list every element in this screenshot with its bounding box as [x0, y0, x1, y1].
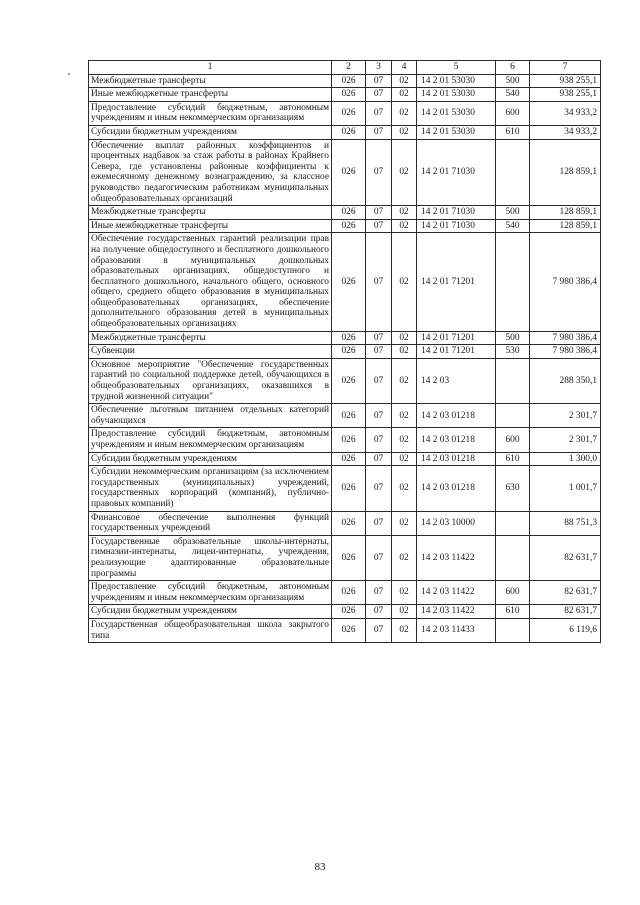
subsection-code-cell: 02 — [392, 233, 417, 331]
item-name-cell: Иные межбюджетные трансферты — [89, 88, 332, 102]
section-code-cell: 07 — [366, 125, 392, 139]
amount-cell: 128 859,1 — [530, 206, 601, 220]
ministry-code-cell: 026 — [332, 88, 366, 102]
target-article-cell: 14 2 03 11433 — [417, 618, 496, 642]
target-article-cell: 14 2 01 71030 — [417, 139, 496, 206]
target-article-cell: 14 2 01 71030 — [417, 206, 496, 220]
subsection-code-cell: 02 — [392, 452, 417, 466]
header-cell: 4 — [392, 61, 417, 75]
table-row — [89, 535, 601, 580]
table-row — [89, 404, 601, 428]
subsection-code-cell: 02 — [392, 331, 417, 345]
target-article-cell: 14 2 01 71201 — [417, 331, 496, 345]
section-code-cell: 07 — [366, 535, 392, 580]
table-row — [89, 331, 601, 345]
target-article-cell: 14 2 03 10000 — [417, 511, 496, 535]
expense-type-cell: 540 — [496, 219, 530, 233]
table-row — [89, 618, 601, 642]
target-article-cell: 14 2 01 71201 — [417, 345, 496, 359]
table-row — [89, 139, 601, 206]
subsection-code-cell: 02 — [392, 535, 417, 580]
expense-type-cell: 500 — [496, 206, 530, 220]
ministry-code-cell: 026 — [332, 466, 366, 511]
section-code-cell: 07 — [366, 88, 392, 102]
expense-type-cell — [496, 404, 530, 428]
ministry-code-cell: 026 — [332, 605, 366, 619]
subsection-code-cell: 02 — [392, 74, 417, 88]
expense-type-cell — [496, 233, 530, 331]
section-code-cell: 07 — [366, 331, 392, 345]
expense-type-cell: 610 — [496, 125, 530, 139]
item-name-cell: Межбюджетные трансферты — [89, 331, 332, 345]
amount-cell: 2 301,7 — [530, 428, 601, 452]
amount-cell: 7 980 386,4 — [530, 331, 601, 345]
target-article-cell: 14 2 03 11422 — [417, 605, 496, 619]
amount-cell: 1 300,0 — [530, 452, 601, 466]
amount-cell: 7 980 386,4 — [530, 233, 601, 331]
table-row — [89, 466, 601, 511]
target-article-cell: 14 2 03 01218 — [417, 466, 496, 511]
amount-cell: 82 631,7 — [530, 581, 601, 605]
expense-type-cell: 630 — [496, 466, 530, 511]
amount-cell: 2 301,7 — [530, 404, 601, 428]
subsection-code-cell: 02 — [392, 511, 417, 535]
amount-cell: 34 933,2 — [530, 125, 601, 139]
table-row — [89, 358, 601, 403]
subsection-code-cell: 02 — [392, 428, 417, 452]
table-row — [89, 345, 601, 359]
ministry-code-cell: 026 — [332, 125, 366, 139]
item-name-cell: Обеспечение выплат районных коэффициентов и процентных надбавок за стаж работы в районах Крайнего Севера, где установлены районные коэффициенты к ежемесячному денежному вознаграждению, за классное руководство педагогическим работникам муниципальных общеобразовательных организаций — [89, 139, 332, 206]
item-name-cell: Обеспечение льготным питанием отдельных категорий обучающихся — [89, 404, 332, 428]
section-code-cell: 07 — [366, 605, 392, 619]
expense-type-cell — [496, 535, 530, 580]
amount-cell: 128 859,1 — [530, 219, 601, 233]
item-name-cell: Межбюджетные трансферты — [89, 206, 332, 220]
amount-cell: 6 119,6 — [530, 618, 601, 642]
table-row — [89, 581, 601, 605]
subsection-code-cell: 02 — [392, 581, 417, 605]
section-code-cell: 07 — [366, 219, 392, 233]
ministry-code-cell: 026 — [332, 404, 366, 428]
section-code-cell: 07 — [366, 618, 392, 642]
header-cell: 1 — [89, 61, 332, 75]
subsection-code-cell: 02 — [392, 206, 417, 220]
amount-cell: 288 350,1 — [530, 358, 601, 403]
header-cell: 2 — [332, 61, 366, 75]
target-article-cell: 14 2 03 01218 — [417, 452, 496, 466]
amount-cell: 128 859,1 — [530, 139, 601, 206]
table-row — [89, 206, 601, 220]
item-name-cell: Межбюджетные трансферты — [89, 74, 332, 88]
target-article-cell: 14 2 03 01218 — [417, 404, 496, 428]
table-row — [89, 101, 601, 125]
target-article-cell: 14 2 03 — [417, 358, 496, 403]
expense-type-cell: 500 — [496, 74, 530, 88]
ministry-code-cell: 026 — [332, 345, 366, 359]
amount-cell: 82 631,7 — [530, 535, 601, 580]
subsection-code-cell: 02 — [392, 125, 417, 139]
ministry-code-cell: 026 — [332, 428, 366, 452]
section-code-cell: 07 — [366, 581, 392, 605]
amount-cell: 7 980 386,4 — [530, 345, 601, 359]
ministry-code-cell: 026 — [332, 101, 366, 125]
item-name-cell: Предоставление субсидий бюджетным, автономным учреждениям и иным некоммерческим организациям — [89, 428, 332, 452]
item-name-cell: Государственные образовательные школы-интернаты, гимназии-интернаты, лицеи-интернаты, учреждения, реализующие адаптированные образовательные программы — [89, 535, 332, 580]
subsection-code-cell: 02 — [392, 88, 417, 102]
table-row — [89, 219, 601, 233]
section-code-cell: 07 — [366, 358, 392, 403]
target-article-cell: 14 2 03 11422 — [417, 581, 496, 605]
item-name-cell: Предоставление субсидий бюджетным, автономным учреждениям и иным некоммерческим организациям — [89, 581, 332, 605]
table-row — [89, 605, 601, 619]
table-row — [89, 74, 601, 88]
expense-type-cell — [496, 358, 530, 403]
section-code-cell: 07 — [366, 345, 392, 359]
item-name-cell: Субсидии некоммерческим организациям (за исключением государственных (муниципальных) учреждений, государственных корпораций (компаний), публично-правовых компаний) — [89, 466, 332, 511]
target-article-cell: 14 2 01 71030 — [417, 219, 496, 233]
ministry-code-cell: 026 — [332, 206, 366, 220]
item-name-cell: Предоставление субсидий бюджетным, автономным учреждениям и иным некоммерческим организациям — [89, 101, 332, 125]
item-name-cell: Обеспечение государственных гарантий реализации прав на получение общедоступного и бесплатного дошкольного образования в муниципальных дошкольных образовательных организациях, общедоступного и бесплатного дошкольного, начального общего, основного общего, среднего общего образования в муниципальных общеобразовательных организациях, обеспечение дополнительного образования детей в муниципальных общеобразовательных организациях — [89, 233, 332, 331]
expense-type-cell — [496, 511, 530, 535]
section-code-cell: 07 — [366, 101, 392, 125]
item-name-cell: Иные межбюджетные трансферты — [89, 219, 332, 233]
target-article-cell: 14 2 03 11422 — [417, 535, 496, 580]
target-article-cell: 14 2 01 53030 — [417, 125, 496, 139]
ministry-code-cell: 026 — [332, 618, 366, 642]
expense-type-cell: 600 — [496, 428, 530, 452]
expense-type-cell: 500 — [496, 331, 530, 345]
section-code-cell: 07 — [366, 233, 392, 331]
subsection-code-cell: 02 — [392, 345, 417, 359]
ministry-code-cell: 026 — [332, 452, 366, 466]
header-cell: 6 — [496, 61, 530, 75]
item-name-cell: Субсидии бюджетным учреждениям — [89, 452, 332, 466]
item-name-cell: Субсидии бюджетным учреждениям — [89, 125, 332, 139]
target-article-cell: 14 2 01 71201 — [417, 233, 496, 331]
section-code-cell: 07 — [366, 428, 392, 452]
subsection-code-cell: 02 — [392, 219, 417, 233]
item-name-cell: Субсидии бюджетным учреждениям — [89, 605, 332, 619]
section-code-cell: 07 — [366, 466, 392, 511]
expense-type-cell: 530 — [496, 345, 530, 359]
item-name-cell: Основное мероприятие "Обеспечение государственных гарантий по социальной поддержке детей, обучающихся в общеобразовательных организациях, оказавшихся в трудной жизненной ситуации" — [89, 358, 332, 403]
item-name-cell: Субвенции — [89, 345, 332, 359]
amount-cell: 938 255,1 — [530, 88, 601, 102]
ministry-code-cell: 026 — [332, 535, 366, 580]
target-article-cell: 14 2 01 53030 — [417, 101, 496, 125]
amount-cell: 938 255,1 — [530, 74, 601, 88]
amount-cell: 88 751,3 — [530, 511, 601, 535]
ministry-code-cell: 026 — [332, 139, 366, 206]
budget-table — [88, 60, 601, 643]
section-code-cell: 07 — [366, 404, 392, 428]
amount-cell: 34 933,2 — [530, 101, 601, 125]
ministry-code-cell: 026 — [332, 331, 366, 345]
item-name-cell: Финансовое обеспечение выполнения функций государственных учреждений — [89, 511, 332, 535]
section-code-cell: 07 — [366, 511, 392, 535]
subsection-code-cell: 02 — [392, 358, 417, 403]
table-row — [89, 233, 601, 331]
page-number: 83 — [314, 861, 326, 873]
subsection-code-cell: 02 — [392, 139, 417, 206]
expense-type-cell — [496, 618, 530, 642]
ministry-code-cell: 026 — [332, 511, 366, 535]
header-cell: 7 — [530, 61, 601, 75]
scan-speck — [68, 73, 70, 75]
expense-type-cell: 600 — [496, 581, 530, 605]
table-row — [89, 428, 601, 452]
subsection-code-cell: 02 — [392, 466, 417, 511]
subsection-code-cell: 02 — [392, 101, 417, 125]
ministry-code-cell: 026 — [332, 233, 366, 331]
expense-type-cell — [496, 139, 530, 206]
item-name-cell: Государственная общеобразовательная школа закрытого типа — [89, 618, 332, 642]
ministry-code-cell: 026 — [332, 581, 366, 605]
header-cell: 5 — [417, 61, 496, 75]
ministry-code-cell: 026 — [332, 219, 366, 233]
header-cell: 3 — [366, 61, 392, 75]
header-row — [89, 61, 601, 75]
subsection-code-cell: 02 — [392, 618, 417, 642]
subsection-code-cell: 02 — [392, 605, 417, 619]
table-row — [89, 125, 601, 139]
section-code-cell: 07 — [366, 206, 392, 220]
target-article-cell: 14 2 01 53030 — [417, 74, 496, 88]
expense-type-cell: 540 — [496, 88, 530, 102]
amount-cell: 82 631,7 — [530, 605, 601, 619]
expense-type-cell: 610 — [496, 605, 530, 619]
amount-cell: 1 001,7 — [530, 466, 601, 511]
table-row — [89, 88, 601, 102]
expense-type-cell: 610 — [496, 452, 530, 466]
ministry-code-cell: 026 — [332, 74, 366, 88]
target-article-cell: 14 2 01 53030 — [417, 88, 496, 102]
expense-type-cell: 600 — [496, 101, 530, 125]
table-row — [89, 511, 601, 535]
section-code-cell: 07 — [366, 74, 392, 88]
ministry-code-cell: 026 — [332, 358, 366, 403]
section-code-cell: 07 — [366, 139, 392, 206]
table-row — [89, 452, 601, 466]
target-article-cell: 14 2 03 01218 — [417, 428, 496, 452]
subsection-code-cell: 02 — [392, 404, 417, 428]
section-code-cell: 07 — [366, 452, 392, 466]
